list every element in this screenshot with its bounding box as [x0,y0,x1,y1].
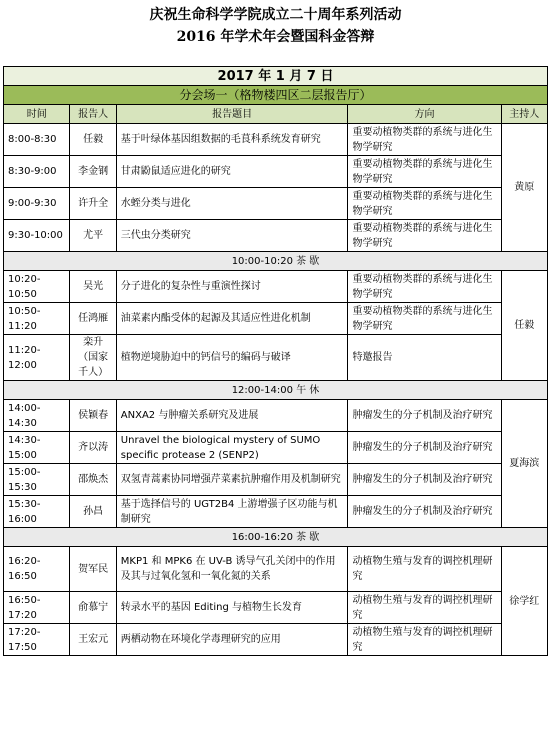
session-time: 15:30-16:00 [4,496,70,528]
header-direction: 方向 [348,105,501,124]
session-time: 15:00-15:30 [4,464,70,496]
session-speaker: 吴光 [70,271,116,303]
session-speaker: 侯颖春 [70,400,116,432]
header-row [4,105,548,124]
date-row: 2017 年 1 月 7 日 [4,67,548,86]
session-time: 9:00-9:30 [4,188,70,220]
session-topic: 甘肃鼢鼠适应进化的研究 [116,156,348,188]
session-speaker: 任毅 [70,124,116,156]
page-title: 庆祝生命科学学院成立二十周年系列活动 [149,7,402,23]
session-topic: 三代虫分类研究 [116,220,348,252]
session-speaker: 王宏元 [70,624,116,656]
session-time: 10:50-11:20 [4,303,70,335]
table-row [4,432,548,464]
session-direction: 动植物生殖与发育的调控机理研究 [348,547,501,592]
session-topic: 水蛭分类与进化 [116,188,348,220]
table-row [4,156,548,188]
session-time: 16:20-16:50 [4,547,70,592]
session-speaker: 邵焕杰 [70,464,116,496]
session-speaker: 栾升（国家千人） [70,335,116,381]
session-time: 10:20-10:50 [4,271,70,303]
session-direction: 动植物生殖与发育的调控机理研究 [348,592,501,624]
session-topic: 基于选择信号的 UGT2B4 上游增强子区功能与机制研究 [116,496,348,528]
header-time: 时间 [4,105,70,124]
session-direction: 重要动植物类群的系统与进化生物学研究 [348,188,501,220]
table-row [4,400,548,432]
session-direction: 重要动植物类群的系统与进化生物学研究 [348,124,501,156]
session-direction: 肿瘤发生的分子机制及治疗研究 [348,432,501,464]
session-direction: 肿瘤发生的分子机制及治疗研究 [348,464,501,496]
session-time: 8:00-8:30 [4,124,70,156]
session-host: 徐学红 [501,547,547,656]
break-row: 12:00-14:00 午 休 [4,381,548,400]
break-row: 16:00-16:20 茶 歇 [4,528,548,547]
header-topic: 报告题目 [116,105,348,124]
session-topic: Unravel the biological mystery of SUMO specific protease 2 (SENP2) [116,432,348,464]
session-topic: 两栖动物在环境化学毒理研究的应用 [116,624,348,656]
header-speaker: 报告人 [70,105,116,124]
session-topic: MKP1 和 MPK6 在 UV-B 诱导气孔关闭中的作用及其与过氧化氢和一氧化氮的关系 [116,547,348,592]
session-topic: 植物逆境胁迫中的钙信号的编码与破译 [116,335,348,381]
session-direction: 特邀报告 [348,335,501,381]
table-row [4,271,548,303]
session-time: 17:20-17:50 [4,624,70,656]
table-row [4,124,548,156]
session-speaker: 李金钢 [70,156,116,188]
session-speaker: 任鸿雁 [70,303,116,335]
session-direction: 重要动植物类群的系统与进化生物学研究 [348,156,501,188]
session-speaker: 孙昌 [70,496,116,528]
session-topic: 转录水平的基因 Editing 与植物生长发育 [116,592,348,624]
session-speaker: 尤平 [70,220,116,252]
session-speaker: 俞慕宁 [70,592,116,624]
session-topic: 双氢青蒿素协同增强芹菜素抗肿瘤作用及机制研究 [116,464,348,496]
session-time: 8:30-9:00 [4,156,70,188]
session-time: 16:50-17:20 [4,592,70,624]
session-topic: 基于叶绿体基因组数据的毛茛科系统发育研究 [116,124,348,156]
session-speaker: 齐以涛 [70,432,116,464]
session-direction: 肿瘤发生的分子机制及治疗研究 [348,400,501,432]
table-row [4,335,548,381]
session-topic: ANXA2 与肿瘤关系研究及进展 [116,400,348,432]
table-row [4,592,548,624]
session-host: 夏海滨 [501,400,547,528]
session-time: 14:30-15:00 [4,432,70,464]
venue-row: 分会场一（格物楼四区二层报告厅） [4,86,548,105]
session-speaker: 许升全 [70,188,116,220]
page-subtitle: 2016 年学术年会暨国科金答辩 [176,29,375,45]
session-direction: 重要动植物类群的系统与进化生物学研究 [348,220,501,252]
session-time: 9:30-10:00 [4,220,70,252]
session-direction: 肿瘤发生的分子机制及治疗研究 [348,496,501,528]
session-direction: 动植物生殖与发育的调控机理研究 [348,624,501,656]
session-host: 任毅 [501,271,547,381]
session-host: 黄原 [501,124,547,252]
session-speaker: 贺军民 [70,547,116,592]
table-row [4,303,548,335]
break-row: 10:00-10:20 茶 歇 [4,252,548,271]
table-row [4,496,548,528]
table-row [4,464,548,496]
table-row [4,220,548,252]
session-direction: 重要动植物类群的系统与进化生物学研究 [348,303,501,335]
schedule-table [3,66,548,656]
session-topic: 分子进化的复杂性与重演性探讨 [116,271,348,303]
table-row [4,188,548,220]
session-time: 11:20-12:00 [4,335,70,381]
session-topic: 油菜素内酯受体的起源及其适应性进化机制 [116,303,348,335]
session-time: 14:00-14:30 [4,400,70,432]
header-host: 主持人 [501,105,547,124]
table-row [4,624,548,656]
session-direction: 重要动植物类群的系统与进化生物学研究 [348,271,501,303]
table-row [4,547,548,592]
